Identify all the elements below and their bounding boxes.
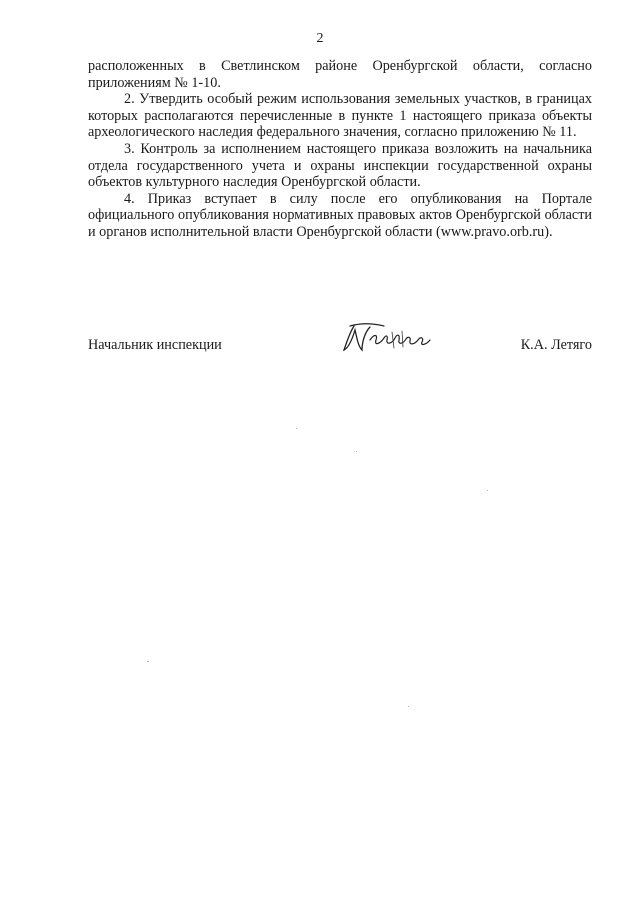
signatory-name: К.А. Летяго (520, 337, 592, 353)
signature-block (88, 337, 592, 357)
scan-speck (147, 661, 149, 662)
scan-speck (356, 451, 357, 452)
paragraph-item-4: 4. Приказ вступает в силу после его опубликования на Портале официального опубликования нормативных правовых актов Оренбургской области и органов исполнительной власти Оренбургской области (www.pravo.orb.ru). (88, 190, 592, 240)
paragraph-item-3: 3. Контроль за исполнением настоящего приказа возложить на начальника отдела государственного учета и охраны инспекции государственной охраны объектов культурного наследия Оренбургской области. (88, 140, 592, 191)
signatory-title: Начальник инспекции (88, 337, 222, 353)
document-body (88, 58, 592, 241)
paragraph-continuation: расположенных в Светлинском районе Оренбургской области, согласно приложениям № 1-10. (88, 58, 592, 91)
scan-speck (408, 706, 409, 707)
scan-speck (487, 490, 488, 491)
paragraph-item-2: 2. Утвердить особый режим использования земельных участков, в границах которых располагаются перечисленные в пункте 1 настоящего приказа объекты археологического наследия федерального значения, согласно приложению № 11. (88, 91, 592, 141)
scan-speck (296, 428, 297, 429)
page-number: 2 (316, 31, 324, 46)
